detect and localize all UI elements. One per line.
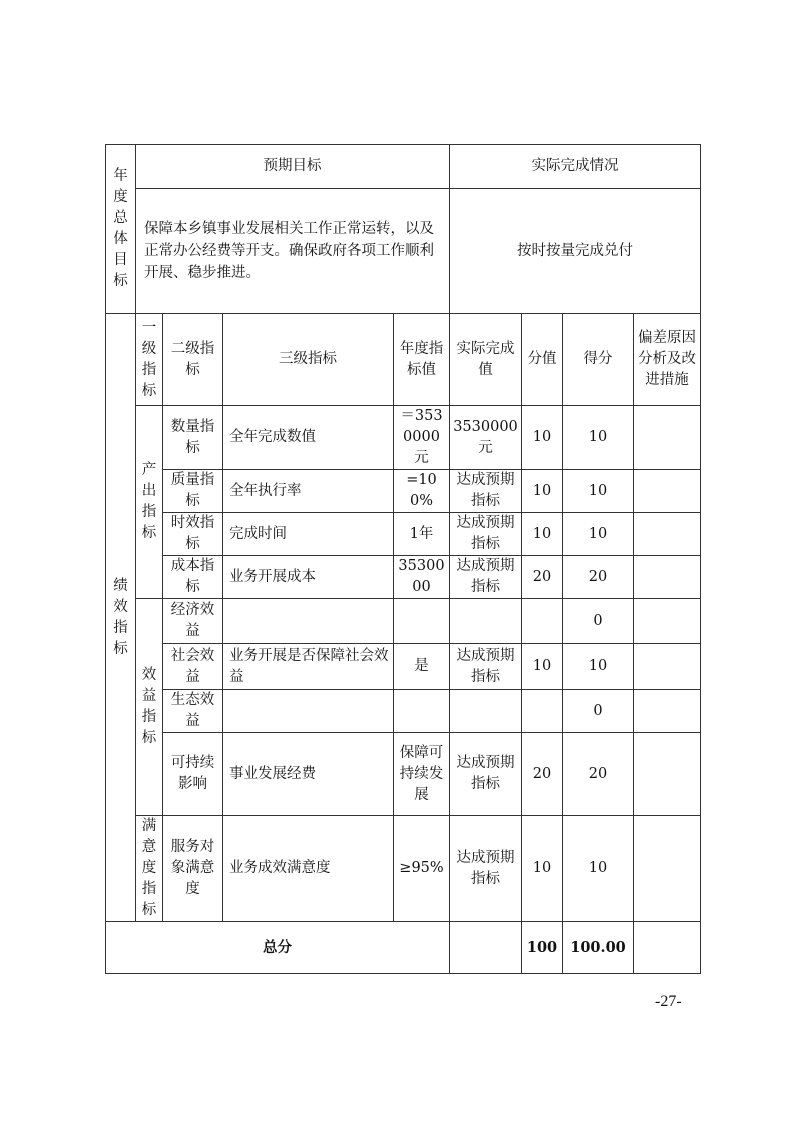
total-note	[634, 922, 701, 974]
indicator-header-row	[106, 314, 701, 406]
target-cell: 3530000	[394, 556, 450, 599]
header-actual: 实际完成值	[450, 314, 522, 406]
actual-cell	[450, 599, 522, 644]
total-row	[106, 922, 701, 974]
table-row	[106, 644, 701, 690]
total-weight: 100	[522, 922, 563, 974]
weight-cell: 20	[522, 556, 563, 599]
l3-cell: 完成时间	[223, 513, 394, 556]
weight-cell: 20	[522, 733, 563, 816]
target-cell: ≥95%	[394, 816, 450, 922]
table-row	[106, 556, 701, 599]
score-cell: 10	[563, 470, 634, 513]
header-weight: 分值	[522, 314, 563, 406]
table-row	[106, 599, 701, 644]
total-actual	[450, 922, 522, 974]
actual-cell: 3530000元	[450, 406, 522, 470]
note-cell	[634, 406, 701, 470]
expected-goal-header: 预期目标	[136, 145, 450, 189]
score-cell: 0	[563, 599, 634, 644]
l2-cell: 数量指标	[163, 406, 223, 470]
target-cell: 是	[394, 644, 450, 690]
performance-label: 绩效指标	[106, 314, 136, 922]
target-cell: 1年	[394, 513, 450, 556]
l2-cell: 服务对象满意度	[163, 816, 223, 922]
header-note: 偏差原因分析及改进措施	[634, 314, 701, 406]
score-cell: 10	[563, 513, 634, 556]
table-row	[106, 690, 701, 733]
target-cell	[394, 690, 450, 733]
l2-cell: 生态效益	[163, 690, 223, 733]
expected-goal-text: 保障本乡镇事业发展相关工作正常运转，以及正常办公经费等开支。确保政府各项工作顺利开展、稳步推进。	[136, 189, 450, 314]
actual-cell	[450, 690, 522, 733]
weight-cell: 10	[522, 406, 563, 470]
actual-cell: 达成预期指标	[450, 644, 522, 690]
header-l1: 一级指标	[136, 314, 163, 406]
group-benefit: 效益指标	[136, 599, 163, 816]
actual-cell: 达成预期指标	[450, 470, 522, 513]
weight-cell	[522, 690, 563, 733]
group-satisfaction: 满意度指标	[136, 816, 163, 922]
actual-cell: 达成预期指标	[450, 556, 522, 599]
weight-cell	[522, 599, 563, 644]
total-label: 总分	[106, 922, 450, 974]
actual-completion-text: 按时按量完成兑付	[450, 189, 701, 314]
table-row	[106, 406, 701, 470]
note-cell	[634, 599, 701, 644]
performance-table	[105, 144, 701, 974]
score-cell: 0	[563, 690, 634, 733]
l2-cell: 可持续影响	[163, 733, 223, 816]
l2-cell: 质量指标	[163, 470, 223, 513]
actual-cell: 达成预期指标	[450, 513, 522, 556]
l2-cell: 时效指标	[163, 513, 223, 556]
l3-cell: 业务成效满意度	[223, 816, 394, 922]
score-cell: 10	[563, 406, 634, 470]
l3-cell: 业务开展是否保障社会效益	[223, 644, 394, 690]
weight-cell: 10	[522, 816, 563, 922]
header-target: 年度指标值	[394, 314, 450, 406]
target-cell: 保障可持续发展	[394, 733, 450, 816]
l2-cell: 成本指标	[163, 556, 223, 599]
table-row	[106, 513, 701, 556]
table-row	[106, 733, 701, 816]
actual-completion-header: 实际完成情况	[450, 145, 701, 189]
note-cell	[634, 733, 701, 816]
actual-cell: 达成预期指标	[450, 816, 522, 922]
weight-cell: 10	[522, 513, 563, 556]
note-cell	[634, 816, 701, 922]
l3-cell	[223, 690, 394, 733]
page-number: -27-	[655, 993, 682, 1010]
table-row	[106, 470, 701, 513]
l3-cell: 全年完成数值	[223, 406, 394, 470]
l2-cell: 经济效益	[163, 599, 223, 644]
note-cell	[634, 690, 701, 733]
actual-cell: 达成预期指标	[450, 733, 522, 816]
weight-cell: 10	[522, 470, 563, 513]
l3-cell: 全年执行率	[223, 470, 394, 513]
note-cell	[634, 513, 701, 556]
annual-goal-label: 年度总体目标	[106, 145, 136, 314]
note-cell	[634, 556, 701, 599]
header-l2: 二级指标	[163, 314, 223, 406]
l3-cell	[223, 599, 394, 644]
score-cell: 20	[563, 733, 634, 816]
header-score: 得分	[563, 314, 634, 406]
score-cell: 10	[563, 644, 634, 690]
header-l3: 三级指标	[223, 314, 394, 406]
note-cell	[634, 644, 701, 690]
weight-cell: 10	[522, 644, 563, 690]
total-score: 100.00	[563, 922, 634, 974]
l3-cell: 业务开展成本	[223, 556, 394, 599]
l2-cell: 社会效益	[163, 644, 223, 690]
l3-cell: 事业发展经费	[223, 733, 394, 816]
target-cell: =100%	[394, 470, 450, 513]
note-cell	[634, 470, 701, 513]
table-row	[106, 816, 701, 922]
score-cell: 10	[563, 816, 634, 922]
group-output: 产出指标	[136, 406, 163, 599]
target-cell	[394, 599, 450, 644]
score-cell: 20	[563, 556, 634, 599]
target-cell: ＝3530000元	[394, 406, 450, 470]
